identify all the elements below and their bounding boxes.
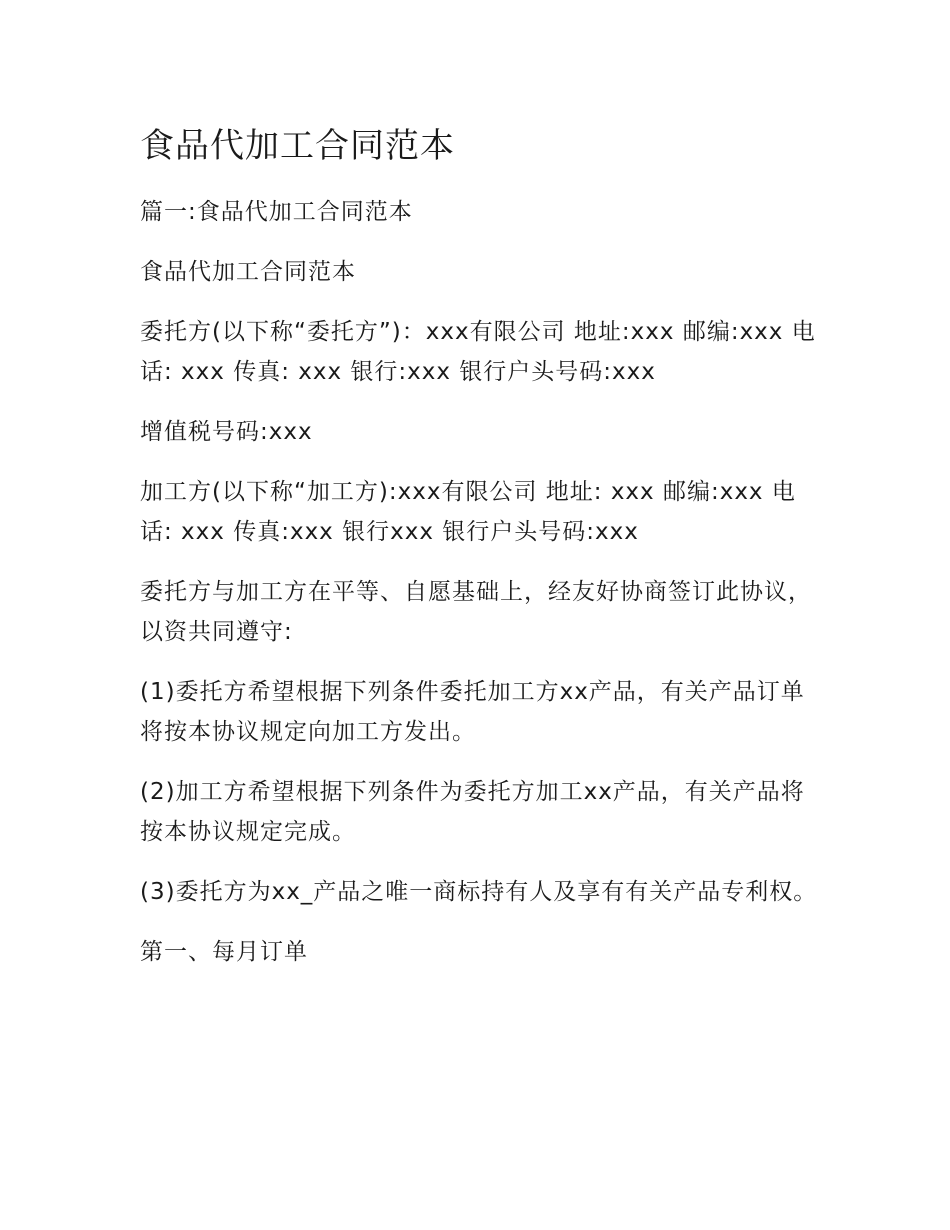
clause-1: (1)委托方希望根据下列条件委托加工方xx产品，有关产品订单将按本协议规定向加工方发出。 [140,679,805,745]
vat-number: 增值税号码:xxx [140,419,313,445]
clause-3: (3)委托方为xx_产品之唯一商标持有人及享有有关产品专利权。 [140,879,818,905]
client-info: 委托方(以下称“委托方”)：xxx有限公司 地址:xxx 邮编:xxx 电话: xxx 传真: xxx 银行:xxx 银行户头号码:xxx [140,319,816,385]
contract-title: 食品代加工合同范本 [140,259,356,285]
section-monthly-orders: 第一、每月订单 [140,939,308,965]
document-title: 食品代加工合同范本 [140,126,455,166]
clause-2: (2)加工方希望根据下列条件为委托方加工xx产品，有关产品将按本协议规定完成。 [140,779,805,845]
processor-info: 加工方(以下称“加工方):xxx有限公司 地址: xxx 邮编:xxx 电话: xxx 传真:xxx 银行xxx 银行户头号码:xxx [140,479,796,545]
section-heading: 篇一:食品代加工合同范本 [140,199,413,225]
agreement-intro: 委托方与加工方在平等、自愿基础上，经友好协商签订此协议，以资共同遵守: [140,579,812,645]
document-page [140,120,820,992]
